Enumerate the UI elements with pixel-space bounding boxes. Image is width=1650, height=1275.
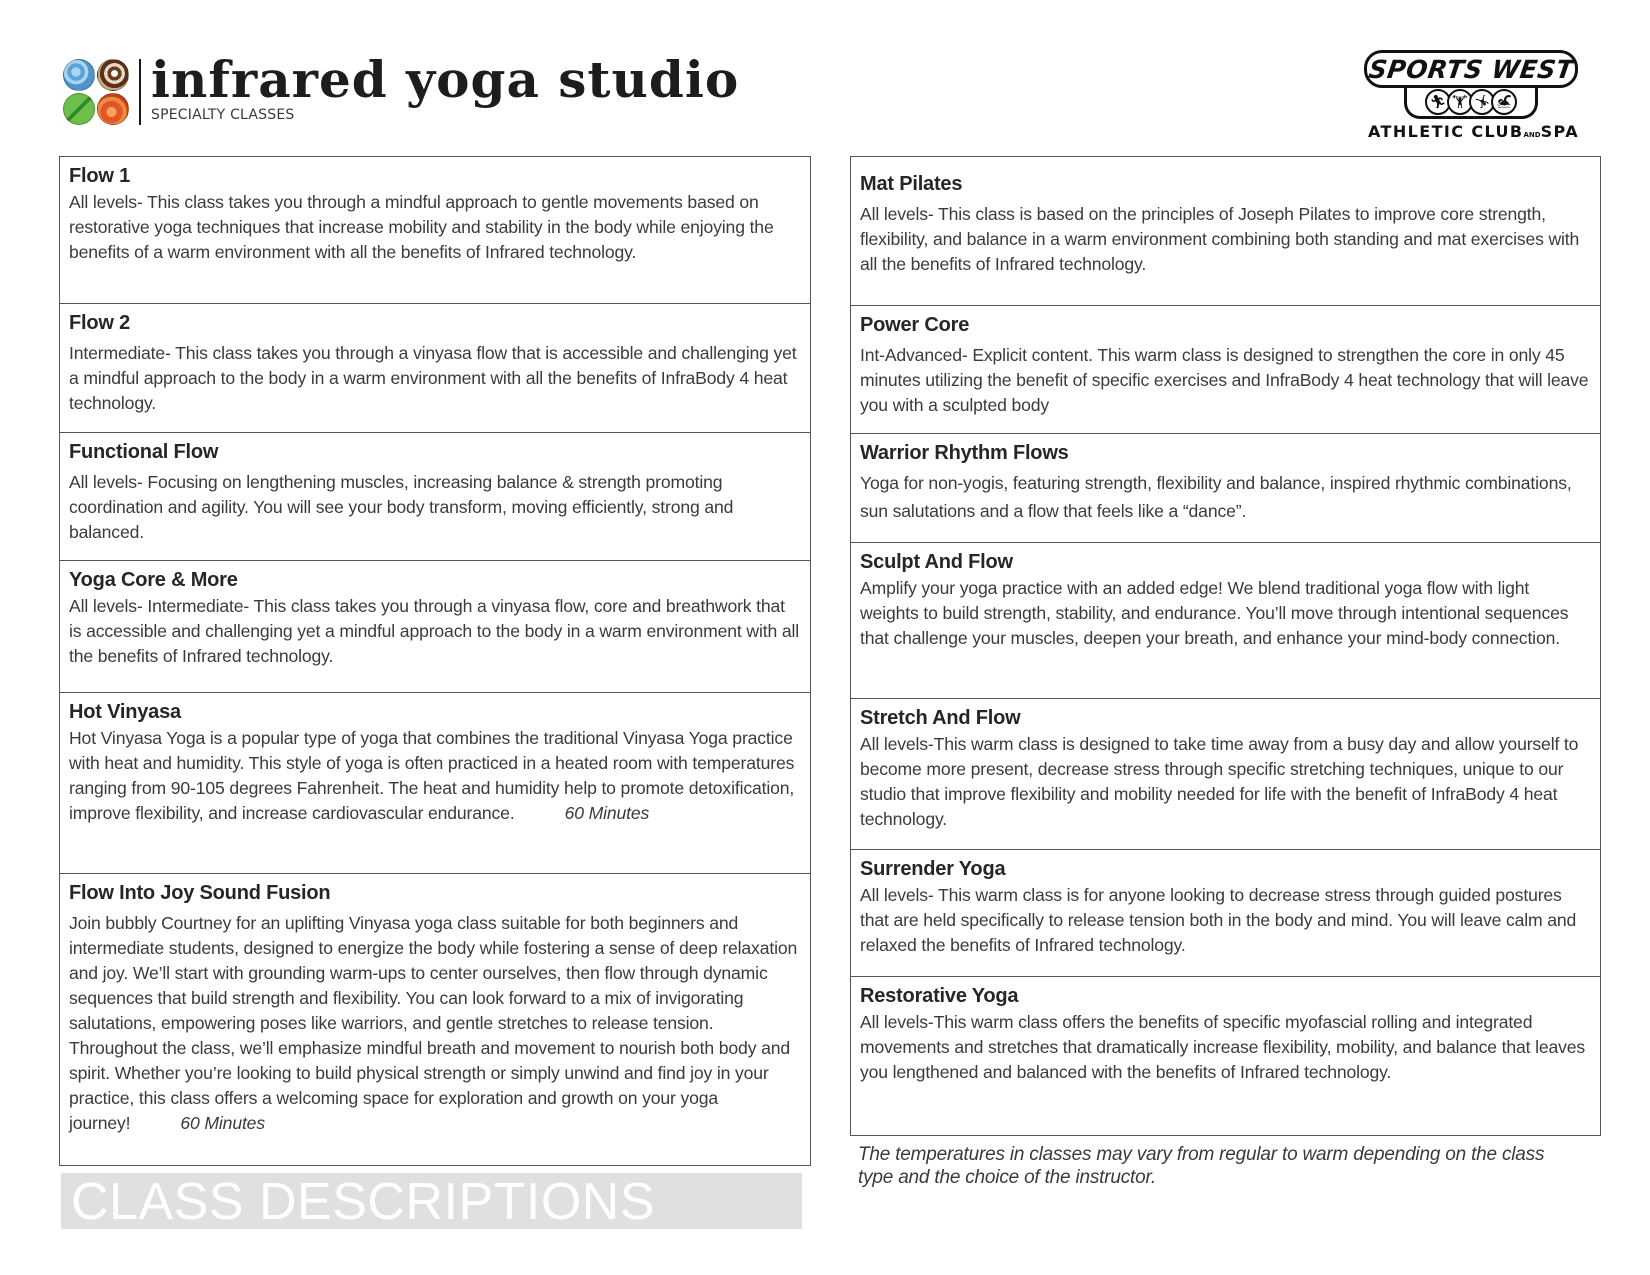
class-name: Hot Vinyasa <box>69 701 181 723</box>
class-description: Int-Advanced- Explicit content. This warm class is designed to strengthen the core in only 45 minutes utilizing the benefit of specific exercises and InfraBody 4 heat technology that will leave you with a sculpted body <box>860 345 1589 415</box>
class-description: All levels- This class takes you through a mindful approach to gentle movements based on restorative yoga techniques that increase mobility and stability in the body while enjoying the benefits of a warm environment with all the benefits of Infrared technology. <box>69 192 774 262</box>
class-card-surrender-yoga <box>851 849 1600 976</box>
class-duration: 60 Minutes <box>180 1113 265 1133</box>
class-name: Yoga Core & More <box>69 569 238 591</box>
class-descriptions-banner <box>61 1173 802 1229</box>
class-name: Sculpt And Flow <box>860 551 1013 573</box>
leaf-orb-icon <box>63 93 95 125</box>
swimmer-icon: 🏊︎ <box>1491 89 1517 115</box>
left-class-list <box>59 156 811 1166</box>
class-description: All levels- This warm class is for anyone looking to decrease stress through guided postures that are held specifically to release tension both in the body and mind. You will leave calm and relaxed the benefits of Infrared technology. <box>860 885 1577 955</box>
class-card-functional-flow <box>60 432 810 560</box>
class-name: Restorative Yoga <box>860 985 1019 1007</box>
class-card-flow-into-joy <box>60 873 810 1165</box>
gymnast-icon: 🤸︎ <box>1469 89 1495 115</box>
class-name: Surrender Yoga <box>860 858 1006 880</box>
class-description: All levels- Focusing on lengthening muscles, increasing balance & strength promoting coordination and agility. You will see your body transform, moving efficiently, strong and balanced. <box>69 472 734 542</box>
class-card-yoga-core-more <box>60 560 810 692</box>
class-description: All levels-This warm class offers the benefits of specific myofascial rolling and integrated movements and stretches that dramatically increase flexibility, mobility, and balance that leaves you lengthened and balanced with the benefits of Infrared technology. <box>860 1012 1586 1082</box>
class-card-flow-1 <box>60 157 810 303</box>
sports-west-logo <box>1364 50 1582 142</box>
class-name: Flow 1 <box>69 165 131 187</box>
water-orb-icon <box>63 59 95 91</box>
class-duration: 60 Minutes <box>564 803 650 823</box>
class-name: Functional Flow <box>69 441 219 463</box>
class-name: Flow 2 <box>69 312 131 334</box>
class-card-sculpt-and-flow <box>851 542 1600 698</box>
class-name: Stretch And Flow <box>860 707 1021 729</box>
class-description: Intermediate- This class takes you through a vinyasa flow that is accessible and challenging yet a mindful approach to the body in a warm environment with all the benefits of InfraBody 4 heat technology. <box>69 343 797 413</box>
class-description: All levels- This class is based on the principles of Joseph Pilates to improve core strength, flexibility, and balance in a warm environment combining both standing and mat exercises with all the benefits of Infrared technology. <box>860 204 1580 274</box>
class-name: Mat Pilates <box>860 173 963 195</box>
sport-icons-row <box>1404 87 1538 119</box>
class-description: All levels- Intermediate- This class takes you through a vinyasa flow, core and breathwork that is accessible and challenging yet a mindful approach to the body in a warm environment with all the benefits of Infrared technology. <box>69 596 799 666</box>
temperature-note: The temperatures in classes may vary from regular to warm depending on the class type and the choice of the instructor. <box>858 1144 1545 1188</box>
right-class-list <box>850 156 1601 1136</box>
studio-name: infrared yoga studio <box>151 50 740 109</box>
banner-title: CLASS DESCRIPTIONS <box>71 1173 656 1231</box>
class-card-stretch-and-flow <box>851 698 1600 849</box>
runner-icon: 🏃︎ <box>1425 89 1451 115</box>
class-description: Hot Vinyasa Yoga is a popular type of yoga that combines the traditional Vinyasa Yoga practice with heat and humidity. This style of yoga is often practiced in a heated room with temperatures ranging from 90-105 degrees Fahrenheit. The heat and humidity help to promote detoxification, improve flexibility, and increase cardiovascular endurance. 60 Minutes <box>69 728 795 823</box>
club-name-badge <box>1364 50 1578 88</box>
class-card-flow-2 <box>60 303 810 432</box>
class-description: Join bubbly Courtney for an uplifting Vinyasa yoga class suitable for both beginners and intermediate students, designed to energize the body while fostering a sense of deep relaxation and joy. We’ll start with grounding warm-ups to center ourselves, then flow through dynamic sequences that build strength and flexibility. You can look forward to a mix of invigorating salutations, empowering poses like warriors, and gentle stretches to release tension. Throughout the class, we’ll emphasize mindful breath and movement to nourish both body and spirit. Whether you’re looking to build physical strength or simply unwind and find joy in your practice, this class offers a welcoming space for exploration and growth on your yoga journey! 60 Minutes <box>69 913 798 1133</box>
studio-logo <box>63 50 740 128</box>
class-card-restorative-yoga <box>851 976 1600 1135</box>
class-card-hot-vinyasa <box>60 692 810 873</box>
class-name: Power Core <box>860 314 970 336</box>
class-description: Yoga for non-yogis, featuring strength, flexibility and balance, inspired rhythmic combinations, sun salutations and a flow that feels like a “dance”. <box>860 473 1572 521</box>
earth-orb-icon <box>97 59 129 91</box>
element-orbs-icon <box>63 59 131 125</box>
class-description: Amplify your yoga practice with an added edge! We blend traditional yoga flow with light weights to build strength, stability, and endurance. You’ll move through intentional sequences that challenge your muscles, deepen your breath, and enhance your mind-body connection. <box>860 578 1569 648</box>
class-card-mat-pilates <box>851 157 1600 305</box>
class-card-power-core <box>851 305 1600 433</box>
studio-subtitle: SPECIALTY CLASSES <box>151 107 295 123</box>
club-name: SPORTS WEST <box>1366 54 1576 84</box>
club-tagline: ATHLETIC CLUBANDSPA <box>1368 122 1579 141</box>
class-name: Flow Into Joy Sound Fusion <box>69 882 331 904</box>
fire-orb-icon <box>97 93 129 125</box>
weightlifter-icon: 🏋︎ <box>1447 89 1473 115</box>
brand-divider <box>139 59 141 125</box>
class-description: All levels-This warm class is designed to take time away from a busy day and allow yourself to become more present, decrease stress through specific stretching techniques, unique to our studio that improve flexibility and mobility needed for life with the benefit of InfraBody 4 heat technology. <box>860 734 1579 829</box>
class-name: Warrior Rhythm Flows <box>860 442 1069 464</box>
class-card-warrior-rhythm <box>851 433 1600 542</box>
